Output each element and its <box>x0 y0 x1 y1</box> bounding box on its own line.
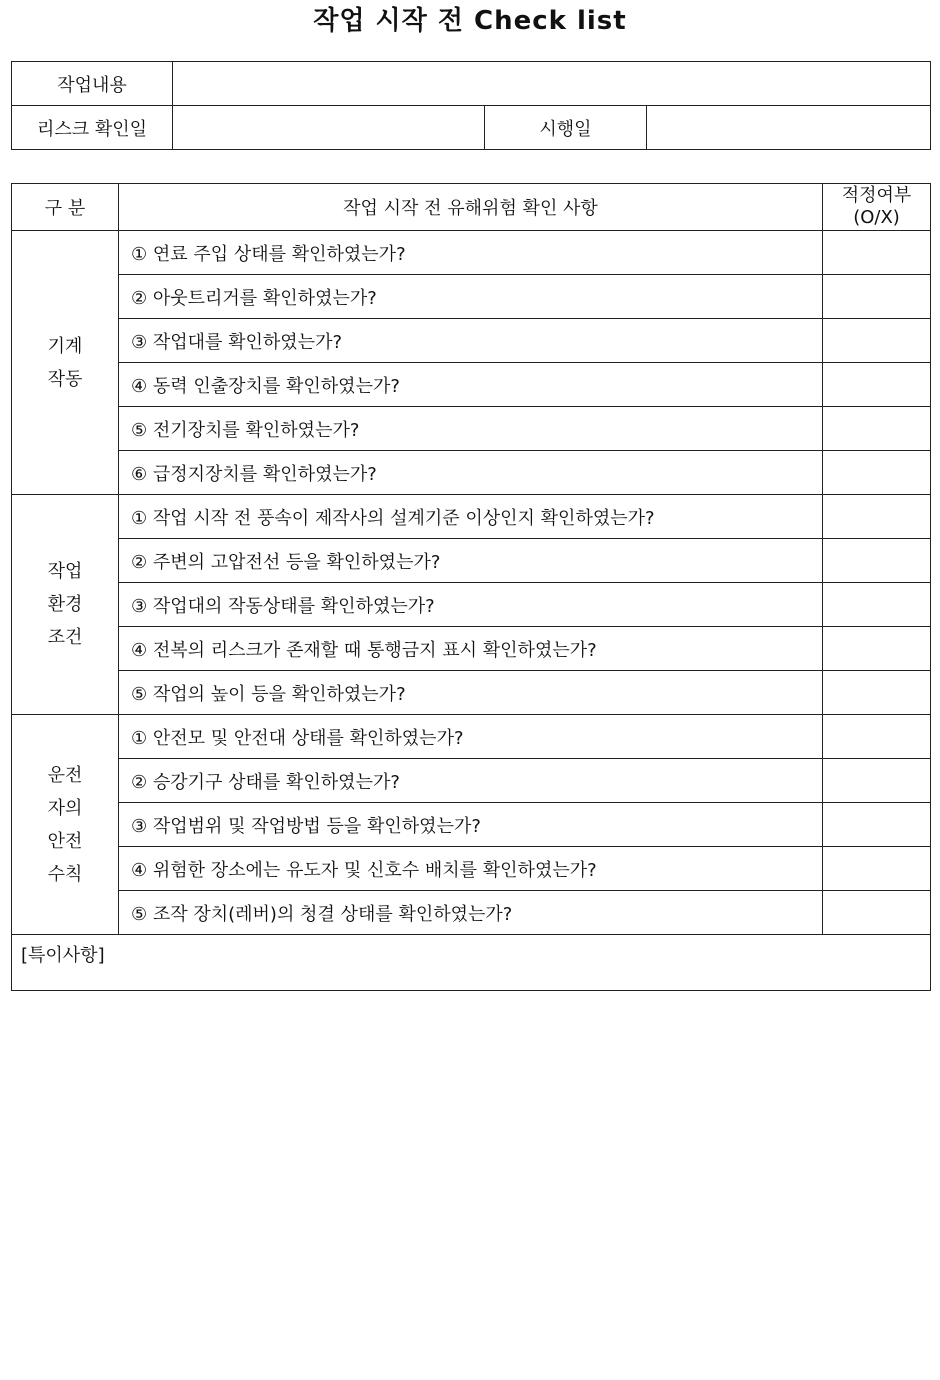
exec-date-field[interactable] <box>647 106 931 150</box>
info-row-dates <box>12 106 931 150</box>
work-content-field[interactable] <box>173 62 931 106</box>
check-item-text: ⑤ 작업의 높이 등을 확인하였는가? <box>119 671 823 715</box>
header-category: 구 분 <box>12 184 119 231</box>
check-item-text: ① 작업 시작 전 풍속이 제작사의 설계기준 이상인지 확인하였는가? <box>119 495 823 539</box>
result-cell[interactable] <box>823 451 931 495</box>
result-cell[interactable] <box>823 495 931 539</box>
result-cell[interactable] <box>823 803 931 847</box>
checklist-row <box>12 847 931 891</box>
checklist-row <box>12 539 931 583</box>
checklist-row <box>12 627 931 671</box>
risk-date-label: 리스크 확인일 <box>12 106 173 150</box>
result-cell[interactable] <box>823 715 931 759</box>
header-result-line1: 적정여부 <box>841 185 912 206</box>
checklist-row <box>12 715 931 759</box>
result-cell[interactable] <box>823 231 931 275</box>
header-items: 작업 시작 전 유해위험 확인 사항 <box>119 184 823 231</box>
check-item-text: ⑥ 급정지장치를 확인하였는가? <box>119 451 823 495</box>
notes-area[interactable] <box>12 935 931 991</box>
check-item-text: ④ 전복의 리스크가 존재할 때 통행금지 표시 확인하였는가? <box>119 627 823 671</box>
result-cell[interactable] <box>823 759 931 803</box>
header-result-line2: (O/X) <box>853 207 900 228</box>
checklist-row <box>12 891 931 935</box>
result-cell[interactable] <box>823 627 931 671</box>
result-cell[interactable] <box>823 891 931 935</box>
check-item-text: ③ 작업범위 및 작업방법 등을 확인하였는가? <box>119 803 823 847</box>
info-table <box>11 61 931 150</box>
result-cell[interactable] <box>823 407 931 451</box>
check-item-text: ③ 작업대를 확인하였는가? <box>119 319 823 363</box>
check-item-text: ① 안전모 및 안전대 상태를 확인하였는가? <box>119 715 823 759</box>
result-cell[interactable] <box>823 583 931 627</box>
result-cell[interactable] <box>823 319 931 363</box>
check-item-text: ② 주변의 고압전선 등을 확인하였는가? <box>119 539 823 583</box>
check-item-text: ③ 작업대의 작동상태를 확인하였는가? <box>119 583 823 627</box>
info-row-work-content <box>12 62 931 106</box>
result-cell[interactable] <box>823 847 931 891</box>
header-result <box>823 184 931 231</box>
check-item-text: ① 연료 주입 상태를 확인하였는가? <box>119 231 823 275</box>
result-cell[interactable] <box>823 671 931 715</box>
exec-date-label: 시행일 <box>485 106 647 150</box>
checklist-body <box>12 231 931 935</box>
check-item-text: ② 아웃트리거를 확인하였는가? <box>119 275 823 319</box>
category-cell: 기계 작동 <box>12 231 119 495</box>
result-cell[interactable] <box>823 363 931 407</box>
checklist-header-row <box>12 184 931 231</box>
checklist-row <box>12 451 931 495</box>
check-item-text: ⑤ 조작 장치(레버)의 청결 상태를 확인하였는가? <box>119 891 823 935</box>
check-item-text: ② 승강기구 상태를 확인하였는가? <box>119 759 823 803</box>
checklist-row <box>12 803 931 847</box>
checklist-row <box>12 231 931 275</box>
check-item-text: ④ 위험한 장소에는 유도자 및 신호수 배치를 확인하였는가? <box>119 847 823 891</box>
work-content-label: 작업내용 <box>12 62 173 106</box>
checklist-row <box>12 275 931 319</box>
notes-row <box>12 935 931 991</box>
page-title: 작업 시작 전 Check list <box>313 6 627 36</box>
check-item-text: ⑤ 전기장치를 확인하였는가? <box>119 407 823 451</box>
category-cell: 운전 자의 안전 수칙 <box>12 715 119 935</box>
checklist-row <box>12 583 931 627</box>
category-cell: 작업 환경 조건 <box>12 495 119 715</box>
checklist-row <box>12 319 931 363</box>
result-cell[interactable] <box>823 275 931 319</box>
checklist-row <box>12 363 931 407</box>
checklist-row <box>12 759 931 803</box>
result-cell[interactable] <box>823 539 931 583</box>
risk-date-field[interactable] <box>173 106 485 150</box>
check-item-text: ④ 동력 인출장치를 확인하였는가? <box>119 363 823 407</box>
checklist-row <box>12 671 931 715</box>
checklist-row <box>12 407 931 451</box>
checklist-table <box>11 183 931 991</box>
notes-label: [특이사항] <box>21 945 105 966</box>
checklist-row <box>12 495 931 539</box>
